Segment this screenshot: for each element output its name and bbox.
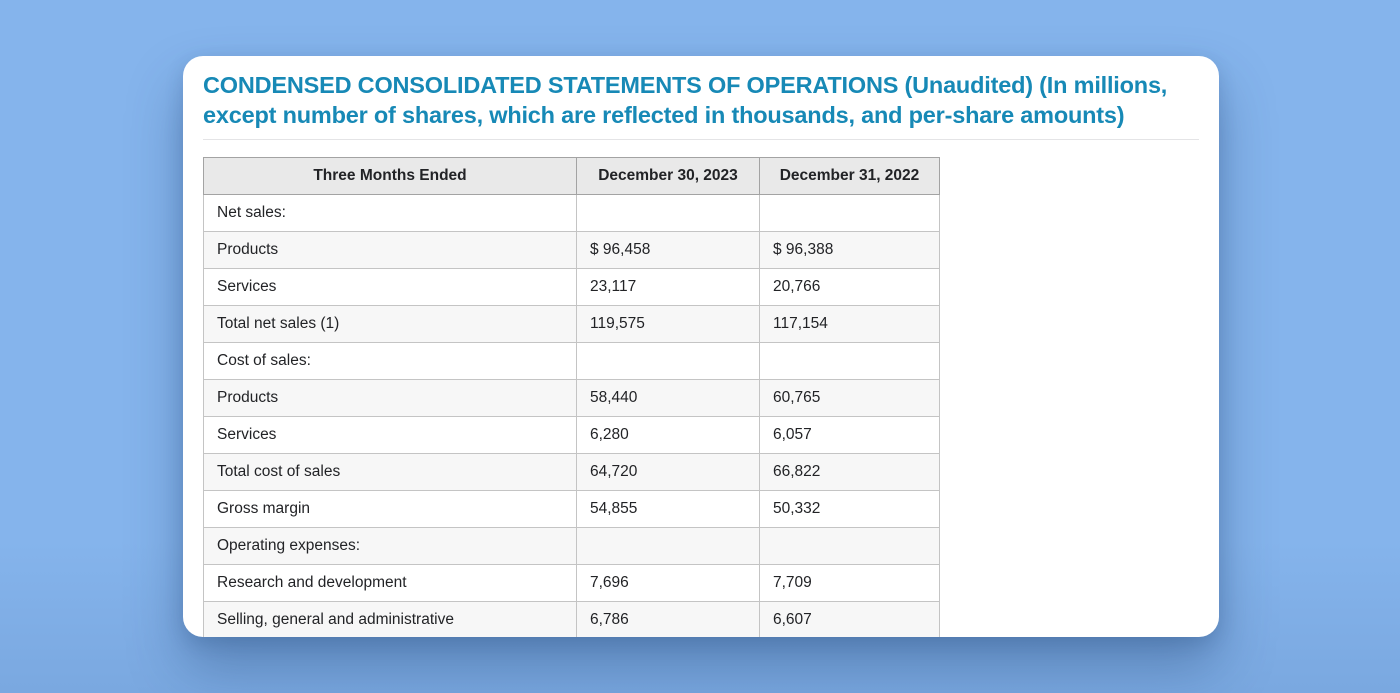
statement-card bbox=[183, 56, 1219, 637]
row-label-cell: Operating expenses: bbox=[204, 528, 577, 565]
value-dec-31-2022-cell bbox=[760, 195, 940, 232]
value-dec-30-2023-cell: 54,855 bbox=[577, 491, 760, 528]
table-row bbox=[204, 380, 940, 417]
row-label-cell: Products bbox=[204, 232, 577, 269]
statement-title: CONDENSED CONSOLIDATED STATEMENTS OF OPERATIONS (Unaudited) (In millions, except number of shares, which are reflected in thousands, and per-share amounts) bbox=[203, 72, 1168, 128]
row-label-cell: Total cost of sales bbox=[204, 454, 577, 491]
row-label-cell: Services bbox=[204, 269, 577, 306]
operations-table bbox=[203, 157, 940, 637]
row-label-cell: Cost of sales: bbox=[204, 343, 577, 380]
table-row bbox=[204, 454, 940, 491]
value-dec-31-2022-cell: 60,765 bbox=[760, 380, 940, 417]
column-header-dec-31-2022: December 31, 2022 bbox=[760, 158, 940, 195]
value-dec-30-2023-cell bbox=[577, 528, 760, 565]
value-dec-30-2023-cell bbox=[577, 195, 760, 232]
value-dec-30-2023-cell: 58,440 bbox=[577, 380, 760, 417]
value-dec-31-2022-cell: 6,607 bbox=[760, 602, 940, 638]
value-dec-31-2022-cell: 117,154 bbox=[760, 306, 940, 343]
value-dec-31-2022-cell: $ 96,388 bbox=[760, 232, 940, 269]
value-dec-30-2023-cell: 119,575 bbox=[577, 306, 760, 343]
table-row bbox=[204, 269, 940, 306]
value-dec-30-2023-cell: 64,720 bbox=[577, 454, 760, 491]
value-dec-31-2022-cell: 50,332 bbox=[760, 491, 940, 528]
value-dec-31-2022-cell bbox=[760, 528, 940, 565]
value-dec-30-2023-cell: 6,786 bbox=[577, 602, 760, 638]
table-row bbox=[204, 565, 940, 602]
value-dec-30-2023-cell: 6,280 bbox=[577, 417, 760, 454]
table-row bbox=[204, 528, 940, 565]
value-dec-31-2022-cell: 66,822 bbox=[760, 454, 940, 491]
row-label-cell: Services bbox=[204, 417, 577, 454]
table-row bbox=[204, 602, 940, 638]
row-label-cell: Total net sales (1) bbox=[204, 306, 577, 343]
value-dec-30-2023-cell bbox=[577, 343, 760, 380]
table-row bbox=[204, 417, 940, 454]
table-row bbox=[204, 195, 940, 232]
column-header-period: Three Months Ended bbox=[204, 158, 577, 195]
value-dec-30-2023-cell: 23,117 bbox=[577, 269, 760, 306]
table-row bbox=[204, 343, 940, 380]
value-dec-30-2023-cell: 7,696 bbox=[577, 565, 760, 602]
row-label-cell: Research and development bbox=[204, 565, 577, 602]
value-dec-31-2022-cell bbox=[760, 343, 940, 380]
table-row bbox=[204, 232, 940, 269]
table-header-row bbox=[204, 158, 940, 195]
title-divider bbox=[203, 139, 1199, 140]
row-label-cell: Selling, general and administrative bbox=[204, 602, 577, 638]
value-dec-30-2023-cell: $ 96,458 bbox=[577, 232, 760, 269]
row-label-cell: Products bbox=[204, 380, 577, 417]
column-header-dec-30-2023: December 30, 2023 bbox=[577, 158, 760, 195]
table-row bbox=[204, 306, 940, 343]
row-label-cell: Net sales: bbox=[204, 195, 577, 232]
value-dec-31-2022-cell: 7,709 bbox=[760, 565, 940, 602]
value-dec-31-2022-cell: 20,766 bbox=[760, 269, 940, 306]
table-row bbox=[204, 491, 940, 528]
value-dec-31-2022-cell: 6,057 bbox=[760, 417, 940, 454]
row-label-cell: Gross margin bbox=[204, 491, 577, 528]
